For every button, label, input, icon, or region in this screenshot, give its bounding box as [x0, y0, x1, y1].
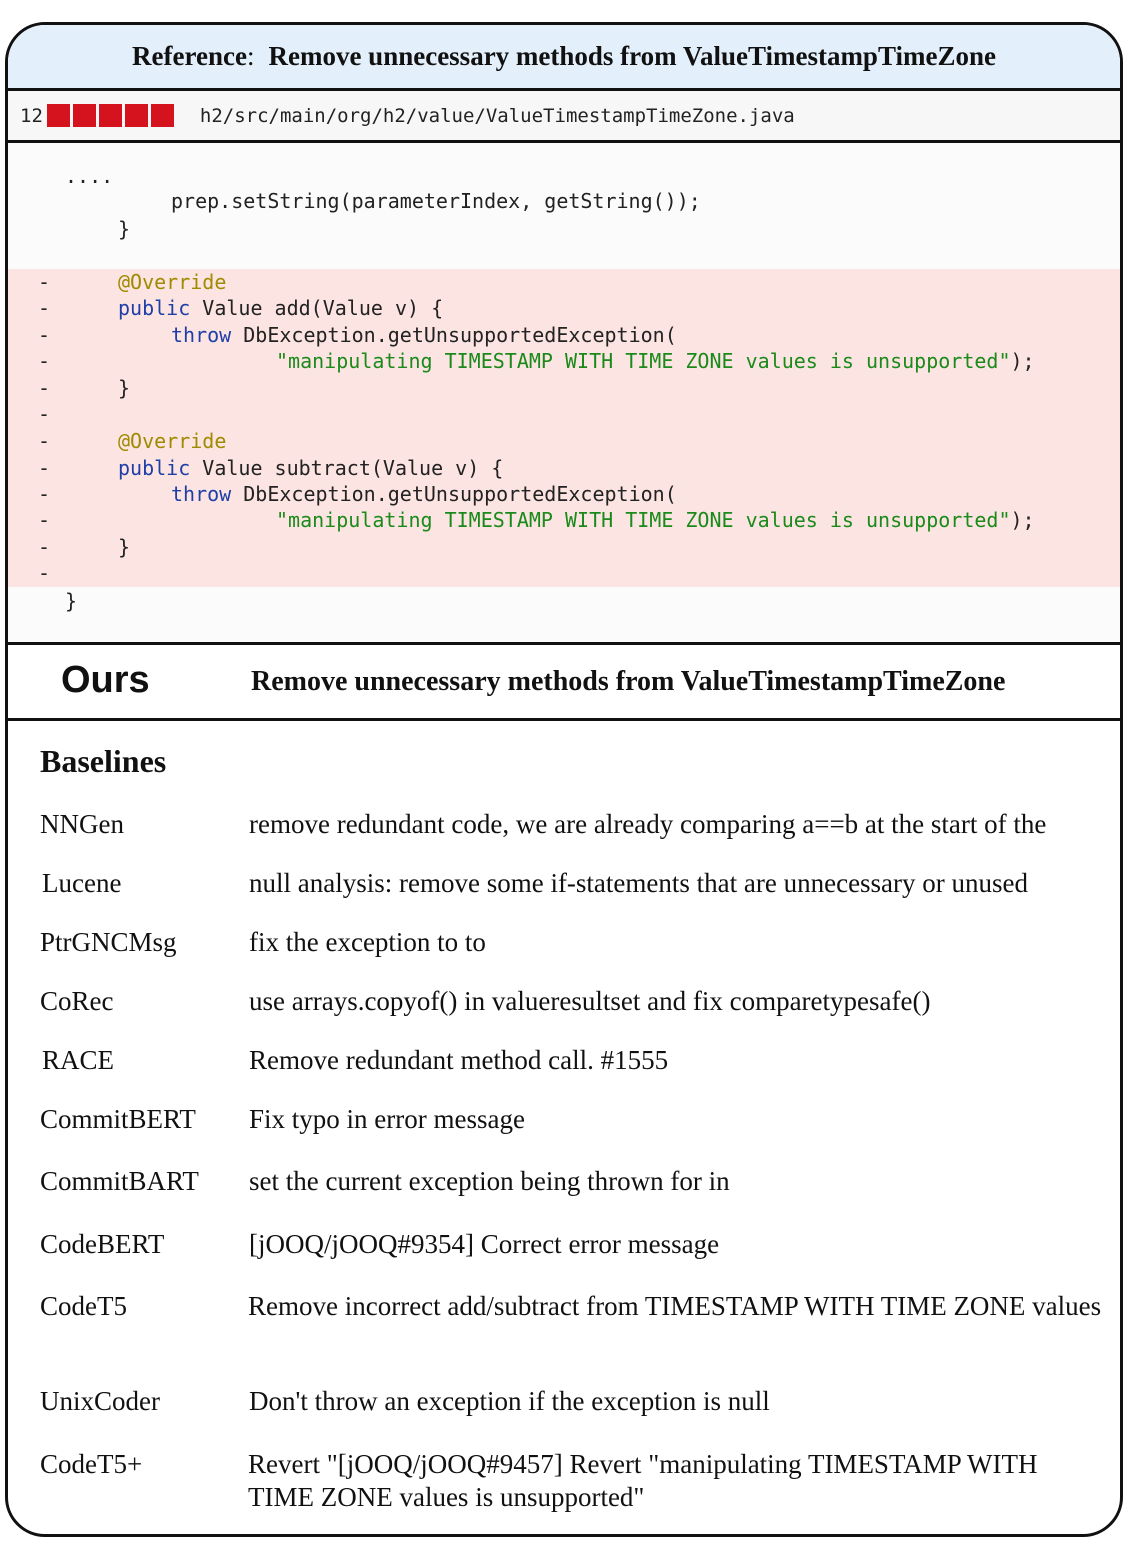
figure-frame	[5, 22, 1123, 1537]
removed-line: - throw DbException.getUnsupportedException(	[38, 323, 677, 347]
removed-line: - public Value add(Value v) {	[38, 296, 444, 320]
reference-message: Remove unnecessary methods from ValueTimestampTimeZone	[268, 41, 996, 71]
baseline-name: RACE	[42, 1045, 115, 1075]
reference-header	[8, 25, 1120, 91]
code-line: }	[65, 589, 78, 613]
baseline-message: Fix typo in error message	[249, 1104, 525, 1134]
removed-line: - @Override	[38, 429, 227, 453]
removed-line: - public Value subtract(Value v) {	[38, 456, 504, 480]
baseline-name: CommitBART	[40, 1166, 199, 1196]
baseline-name: Lucene	[42, 868, 122, 898]
baseline-name: CoRec	[40, 986, 114, 1016]
diffstat-block	[151, 104, 174, 127]
baseline-message: Don't throw an exception if the exception is null	[249, 1386, 770, 1416]
diffstat-block	[125, 104, 148, 127]
change-count: 12	[20, 104, 43, 127]
ours-row	[8, 645, 1120, 721]
baseline-message: Remove redundant method call. #1555	[249, 1045, 669, 1075]
baseline-message: fix the exception to to	[249, 927, 486, 957]
code-line: }	[118, 217, 131, 241]
baseline-message: [jOOQ/jOOQ#9354] Correct error message	[249, 1229, 720, 1259]
baseline-name: CommitBERT	[40, 1104, 196, 1134]
baseline-name: CodeBERT	[40, 1229, 165, 1259]
removed-line: - throw DbException.getUnsupportedException(	[38, 482, 677, 506]
ours-message: Remove unnecessary methods from ValueTimestampTimeZone	[251, 666, 1006, 697]
code-line: ....	[65, 164, 114, 188]
removed-line: - "manipulating TIMESTAMP WITH TIME ZONE values is unsupported");	[38, 508, 1035, 532]
removed-line: - }	[38, 535, 131, 559]
ours-label: Ours	[61, 659, 150, 701]
removed-line: -	[38, 561, 51, 585]
code-line: prep.setString(parameterIndex, getString());	[171, 189, 701, 213]
removed-line: - }	[38, 376, 131, 400]
diffstat-block	[73, 104, 96, 127]
baselines-title: Baselines	[40, 743, 167, 779]
baseline-message: null analysis: remove some if-statements that are unnecessary or unused	[249, 868, 1029, 898]
baseline-name: UnixCoder	[40, 1386, 160, 1416]
diffstat-block	[99, 104, 122, 127]
code-diff	[8, 143, 1120, 645]
removed-line: -	[38, 402, 51, 426]
baseline-message: set the current exception being thrown for in	[249, 1166, 730, 1196]
baseline-name: CodeT5	[40, 1291, 127, 1321]
baseline-name: CodeT5+	[40, 1449, 143, 1479]
removed-line: - @Override	[38, 270, 227, 294]
baseline-message: Remove incorrect add/subtract from TIMESTAMP WITH TIME ZONE values	[248, 1291, 1102, 1321]
baseline-message: Revert "[jOOQ/jOOQ#9457] Revert "manipulating TIMESTAMP WITH TIME ZONE values is unsupported"	[248, 1449, 1038, 1512]
reference-label: Reference	[132, 41, 247, 71]
diffstat-blocks	[47, 104, 174, 127]
diffstat-block	[47, 104, 70, 127]
removed-line: - "manipulating TIMESTAMP WITH TIME ZONE values is unsupported");	[38, 349, 1035, 373]
baseline-name: NNGen	[40, 809, 124, 839]
file-bar	[8, 91, 1120, 143]
baseline-message: remove redundant code, we are already comparing a==b at the start of the	[249, 809, 1047, 839]
reference-separator: :	[246, 41, 255, 71]
baseline-message: use arrays.copyof() in valueresultset and fix comparetypesafe()	[249, 986, 931, 1016]
file-path: h2/src/main/org/h2/value/ValueTimestampTimeZone.java	[199, 104, 795, 127]
baseline-name: PtrGNCMsg	[40, 927, 177, 957]
